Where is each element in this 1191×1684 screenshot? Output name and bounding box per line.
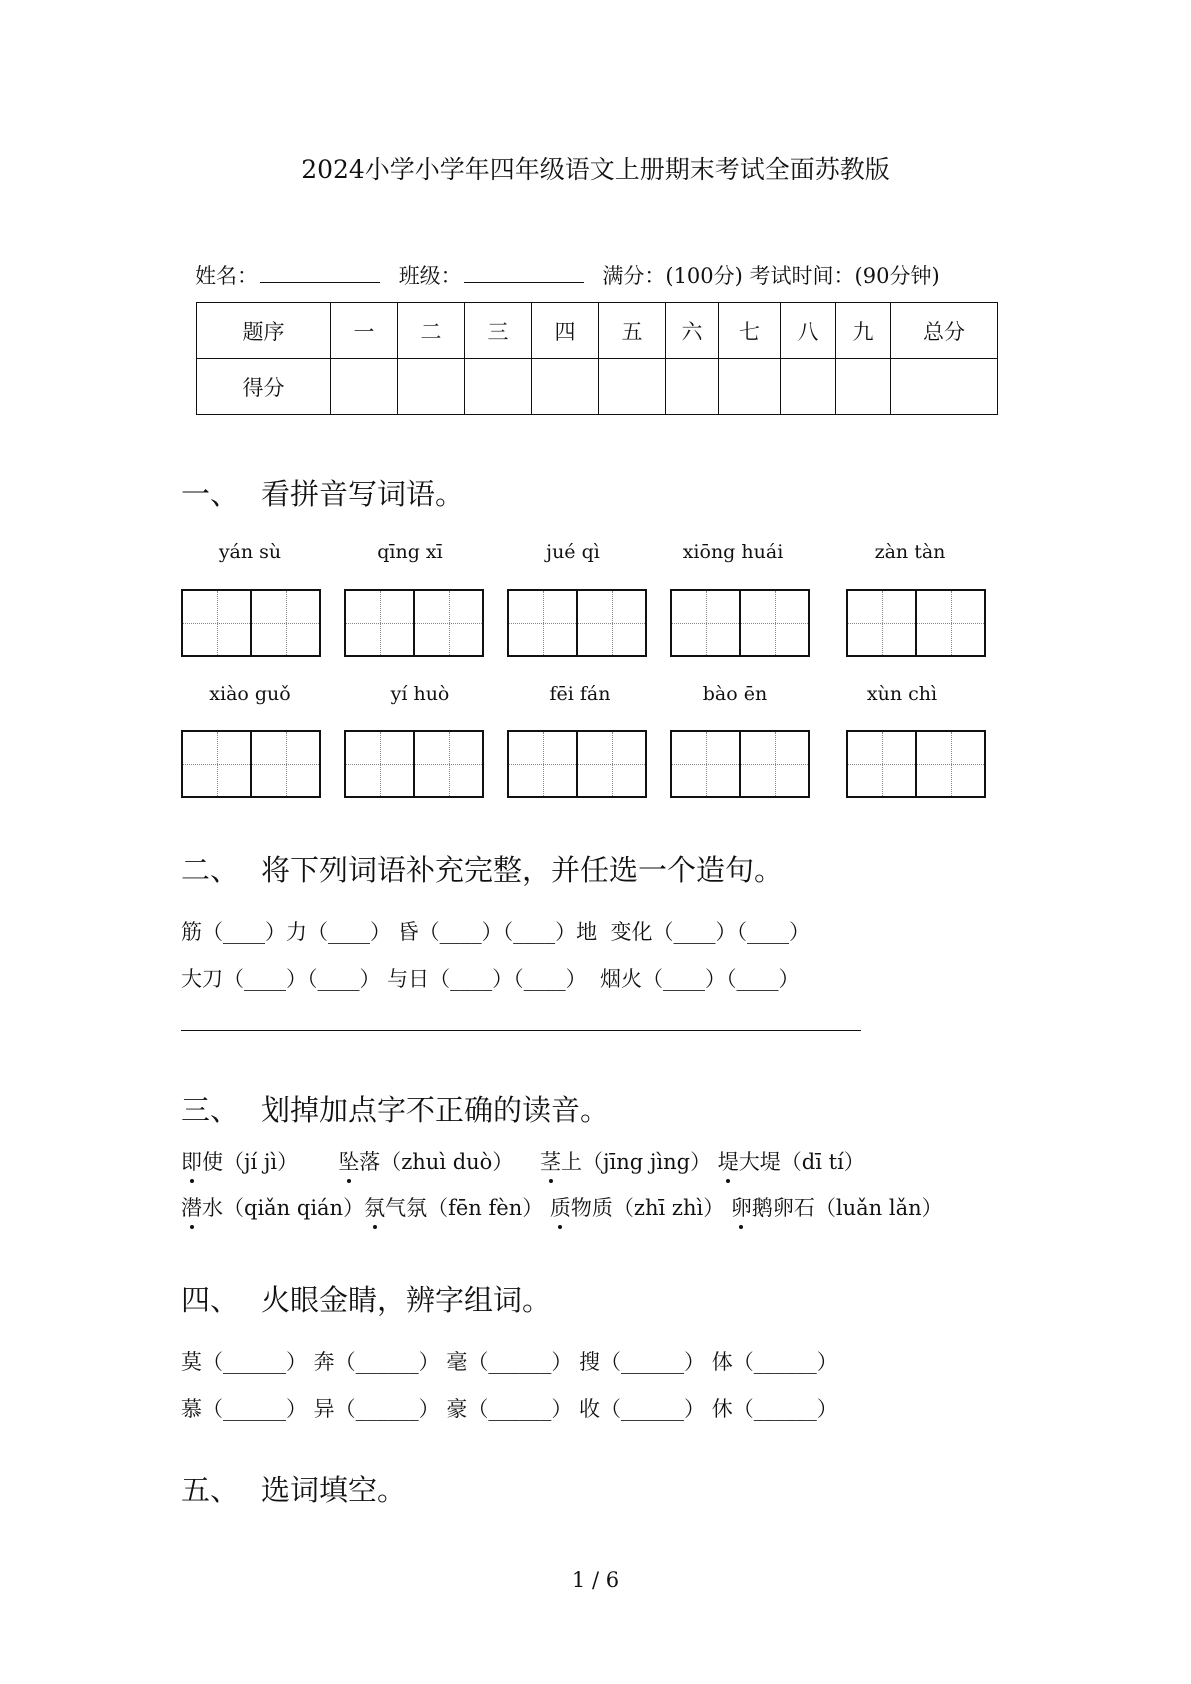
pronunciation-line [181,1146,865,1176]
pinyin-label: yán sù [218,541,282,563]
score-cell[interactable] [666,359,719,415]
class-label: 班级： [398,264,462,288]
pronunciation-choice[interactable]: 水（qiǎn qián） [202,1196,365,1220]
pinyin-label: yí huò [390,683,450,705]
page-title: 2024小学小学年四年级语文上册期末考试全面苏教版 [301,155,890,184]
exam-time-label: 考试时间：(90分钟) [749,264,940,288]
score-header-cell: 九 [836,303,891,359]
section1-heading [181,472,464,513]
score-header-cell: 总分 [891,303,998,359]
score-header-cell: 五 [599,303,666,359]
dotted-char: 潜 [181,1192,202,1222]
score-cell[interactable] [719,359,781,415]
score-cell[interactable] [465,359,532,415]
class-blank[interactable] [464,264,584,283]
score-header-cell: 二 [398,303,465,359]
sentence-writing-line[interactable] [181,1030,861,1031]
score-cell[interactable] [532,359,599,415]
writing-grid[interactable] [507,589,647,657]
fill-idiom-line[interactable]: 筋（____）力（____） 昏（____）（____）地 变化（____）（____） [181,920,811,944]
fill-idiom-line[interactable]: 大刀（____）（____） 与日（____）（____） 烟火（____）（____） [181,967,800,991]
dotted-char: 卵 [731,1192,752,1222]
section-title: 选词填空。 [261,1473,407,1507]
section2-heading [181,848,783,889]
score-header-cell: 一 [331,303,398,359]
pinyin-label: qīng xī [377,541,443,563]
pinyin-label: bào ēn [702,683,768,705]
pinyin-label: xiào guǒ [209,683,291,705]
score-header-cell: 四 [532,303,599,359]
score-cell[interactable] [599,359,666,415]
pinyin-label: fēi fán [549,683,611,705]
pronunciation-choice[interactable]: 使（jí jì） [202,1150,299,1174]
dotted-char: 堤 [718,1146,739,1176]
score-header-cell: 三 [465,303,532,359]
section-number: 三、 [181,1093,240,1127]
writing-grid[interactable] [846,589,986,657]
writing-grid[interactable] [181,589,321,657]
score-cell[interactable] [781,359,836,415]
pinyin-label: jué qì [546,541,600,563]
writing-grid[interactable] [181,730,321,798]
writing-grid[interactable] [344,589,484,657]
section-number: 二、 [181,853,240,887]
score-table [196,302,998,415]
score-header-cell: 七 [719,303,781,359]
pronunciation-choice[interactable]: 气氛（fēn fèn） [385,1196,544,1220]
section-number: 一、 [181,477,240,511]
section4-heading [181,1278,551,1319]
pronunciation-choice[interactable]: 上（jīng jìng） [561,1150,712,1174]
writing-grid[interactable] [846,730,986,798]
pronunciation-choice[interactable]: 大堤（dī tí） [738,1150,865,1174]
pronunciation-choice[interactable]: 物质（zhī zhì） [570,1196,725,1220]
score-table-score-row [197,359,998,415]
section3-heading [181,1088,609,1129]
section-title: 火眼金睛，辨字组词。 [261,1283,552,1317]
name-blank[interactable] [260,264,380,283]
writing-grid[interactable] [670,730,810,798]
writing-grid[interactable] [670,589,810,657]
dotted-char: 坠 [338,1146,359,1176]
score-header-cell: 八 [781,303,836,359]
score-row-label: 得分 [197,359,331,415]
score-cell[interactable] [331,359,398,415]
section-number: 四、 [181,1283,240,1317]
pinyin-label: xiōng huái [682,541,784,563]
pinyin-label: xùn chì [866,683,938,705]
word-group-line[interactable]: 莫（______） 奔（______） 毫（______） 搜（______） 体（______） [181,1350,838,1374]
score-header-cell: 六 [666,303,719,359]
pronunciation-choice[interactable]: 落（zhuì duò） [359,1150,514,1174]
dotted-char: 氛 [364,1192,385,1222]
score-table-header-row [197,303,998,359]
score-cell[interactable] [398,359,465,415]
section-number: 五、 [181,1473,240,1507]
section-title: 看拼音写词语。 [261,477,465,511]
score-cell[interactable] [836,359,891,415]
writing-grid[interactable] [344,730,484,798]
pronunciation-line [181,1192,943,1222]
pronunciation-choice[interactable]: 鹅卵石（luǎn lǎn） [751,1196,943,1220]
name-label: 姓名： [195,264,258,288]
section-title: 划掉加点字不正确的读音。 [261,1093,610,1127]
score-cell[interactable] [891,359,998,415]
pinyin-label: zàn tàn [874,541,946,563]
page-number: 1 / 6 [571,1568,620,1592]
section-title: 将下列词语补充完整，并任选一个造句。 [261,853,784,887]
word-group-line[interactable]: 慕（______） 异（______） 豪（______） 收（______） 休（______） [181,1397,838,1421]
section5-heading [181,1468,406,1509]
writing-grid[interactable] [507,730,647,798]
student-info-line [195,260,940,290]
dotted-char: 即 [181,1146,202,1176]
score-header-cell: 题序 [197,303,331,359]
dotted-char: 质 [550,1192,571,1222]
dotted-char: 茎 [540,1146,561,1176]
full-score-label: 满分：(100分) [602,264,743,288]
